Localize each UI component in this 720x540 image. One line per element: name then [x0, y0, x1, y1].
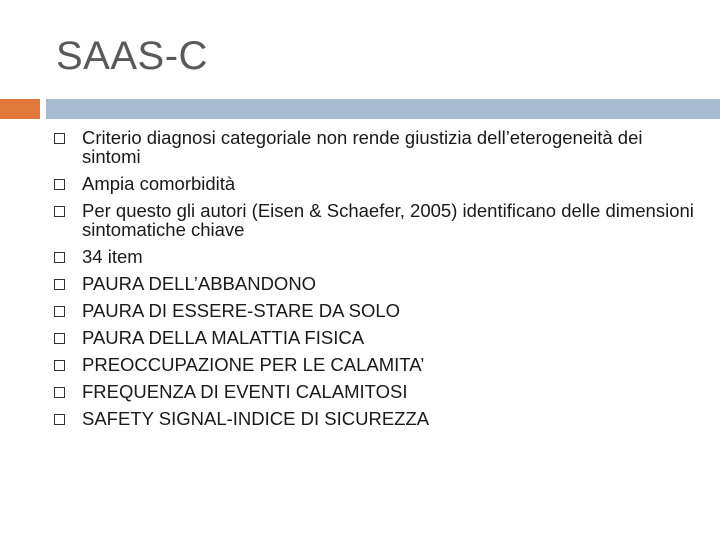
accent-bar-left	[0, 99, 40, 119]
list-item	[54, 301, 694, 320]
list-item	[54, 328, 694, 347]
list-item	[54, 382, 694, 401]
bullet-text: Criterio diagnosi categoriale non rende giustizia dell’eterogeneità dei sintomi	[82, 127, 643, 167]
bullet-text: PREOCCUPAZIONE PER LE CALAMITA’	[82, 354, 425, 375]
square-bullet-icon	[54, 179, 65, 190]
bullet-text: SAFETY SIGNAL-INDICE DI SICUREZZA	[82, 408, 430, 429]
square-bullet-icon	[54, 252, 65, 263]
list-item	[54, 247, 694, 266]
list-item	[54, 355, 694, 374]
bullet-text: Per questo gli autori (Eisen & Schaefer, 2005) identificano delle dimensioni sintomatiche chiave	[82, 200, 694, 240]
accent-bar-right	[46, 99, 720, 119]
square-bullet-icon	[54, 306, 65, 317]
bullet-text: 34 item	[82, 246, 143, 267]
square-bullet-icon	[54, 414, 65, 425]
square-bullet-icon	[54, 387, 65, 398]
list-item	[54, 274, 694, 293]
slide-title: SAAS-C	[56, 34, 208, 78]
square-bullet-icon	[54, 206, 65, 217]
bullet-text: Ampia comorbidità	[82, 173, 236, 194]
list-item	[54, 201, 694, 239]
square-bullet-icon	[54, 133, 65, 144]
square-bullet-icon	[54, 279, 65, 290]
list-item	[54, 409, 694, 428]
square-bullet-icon	[54, 360, 65, 371]
bullet-text: PAURA DELL’ABBANDONO	[82, 273, 317, 294]
square-bullet-icon	[54, 333, 65, 344]
list-item	[54, 128, 694, 166]
bullet-list	[54, 128, 694, 436]
bullet-text: PAURA DI ESSERE-STARE DA SOLO	[82, 300, 401, 321]
bullet-text: FREQUENZA DI EVENTI CALAMITOSI	[82, 381, 408, 402]
list-item	[54, 174, 694, 193]
bullet-text: PAURA DELLA MALATTIA FISICA	[82, 327, 365, 348]
